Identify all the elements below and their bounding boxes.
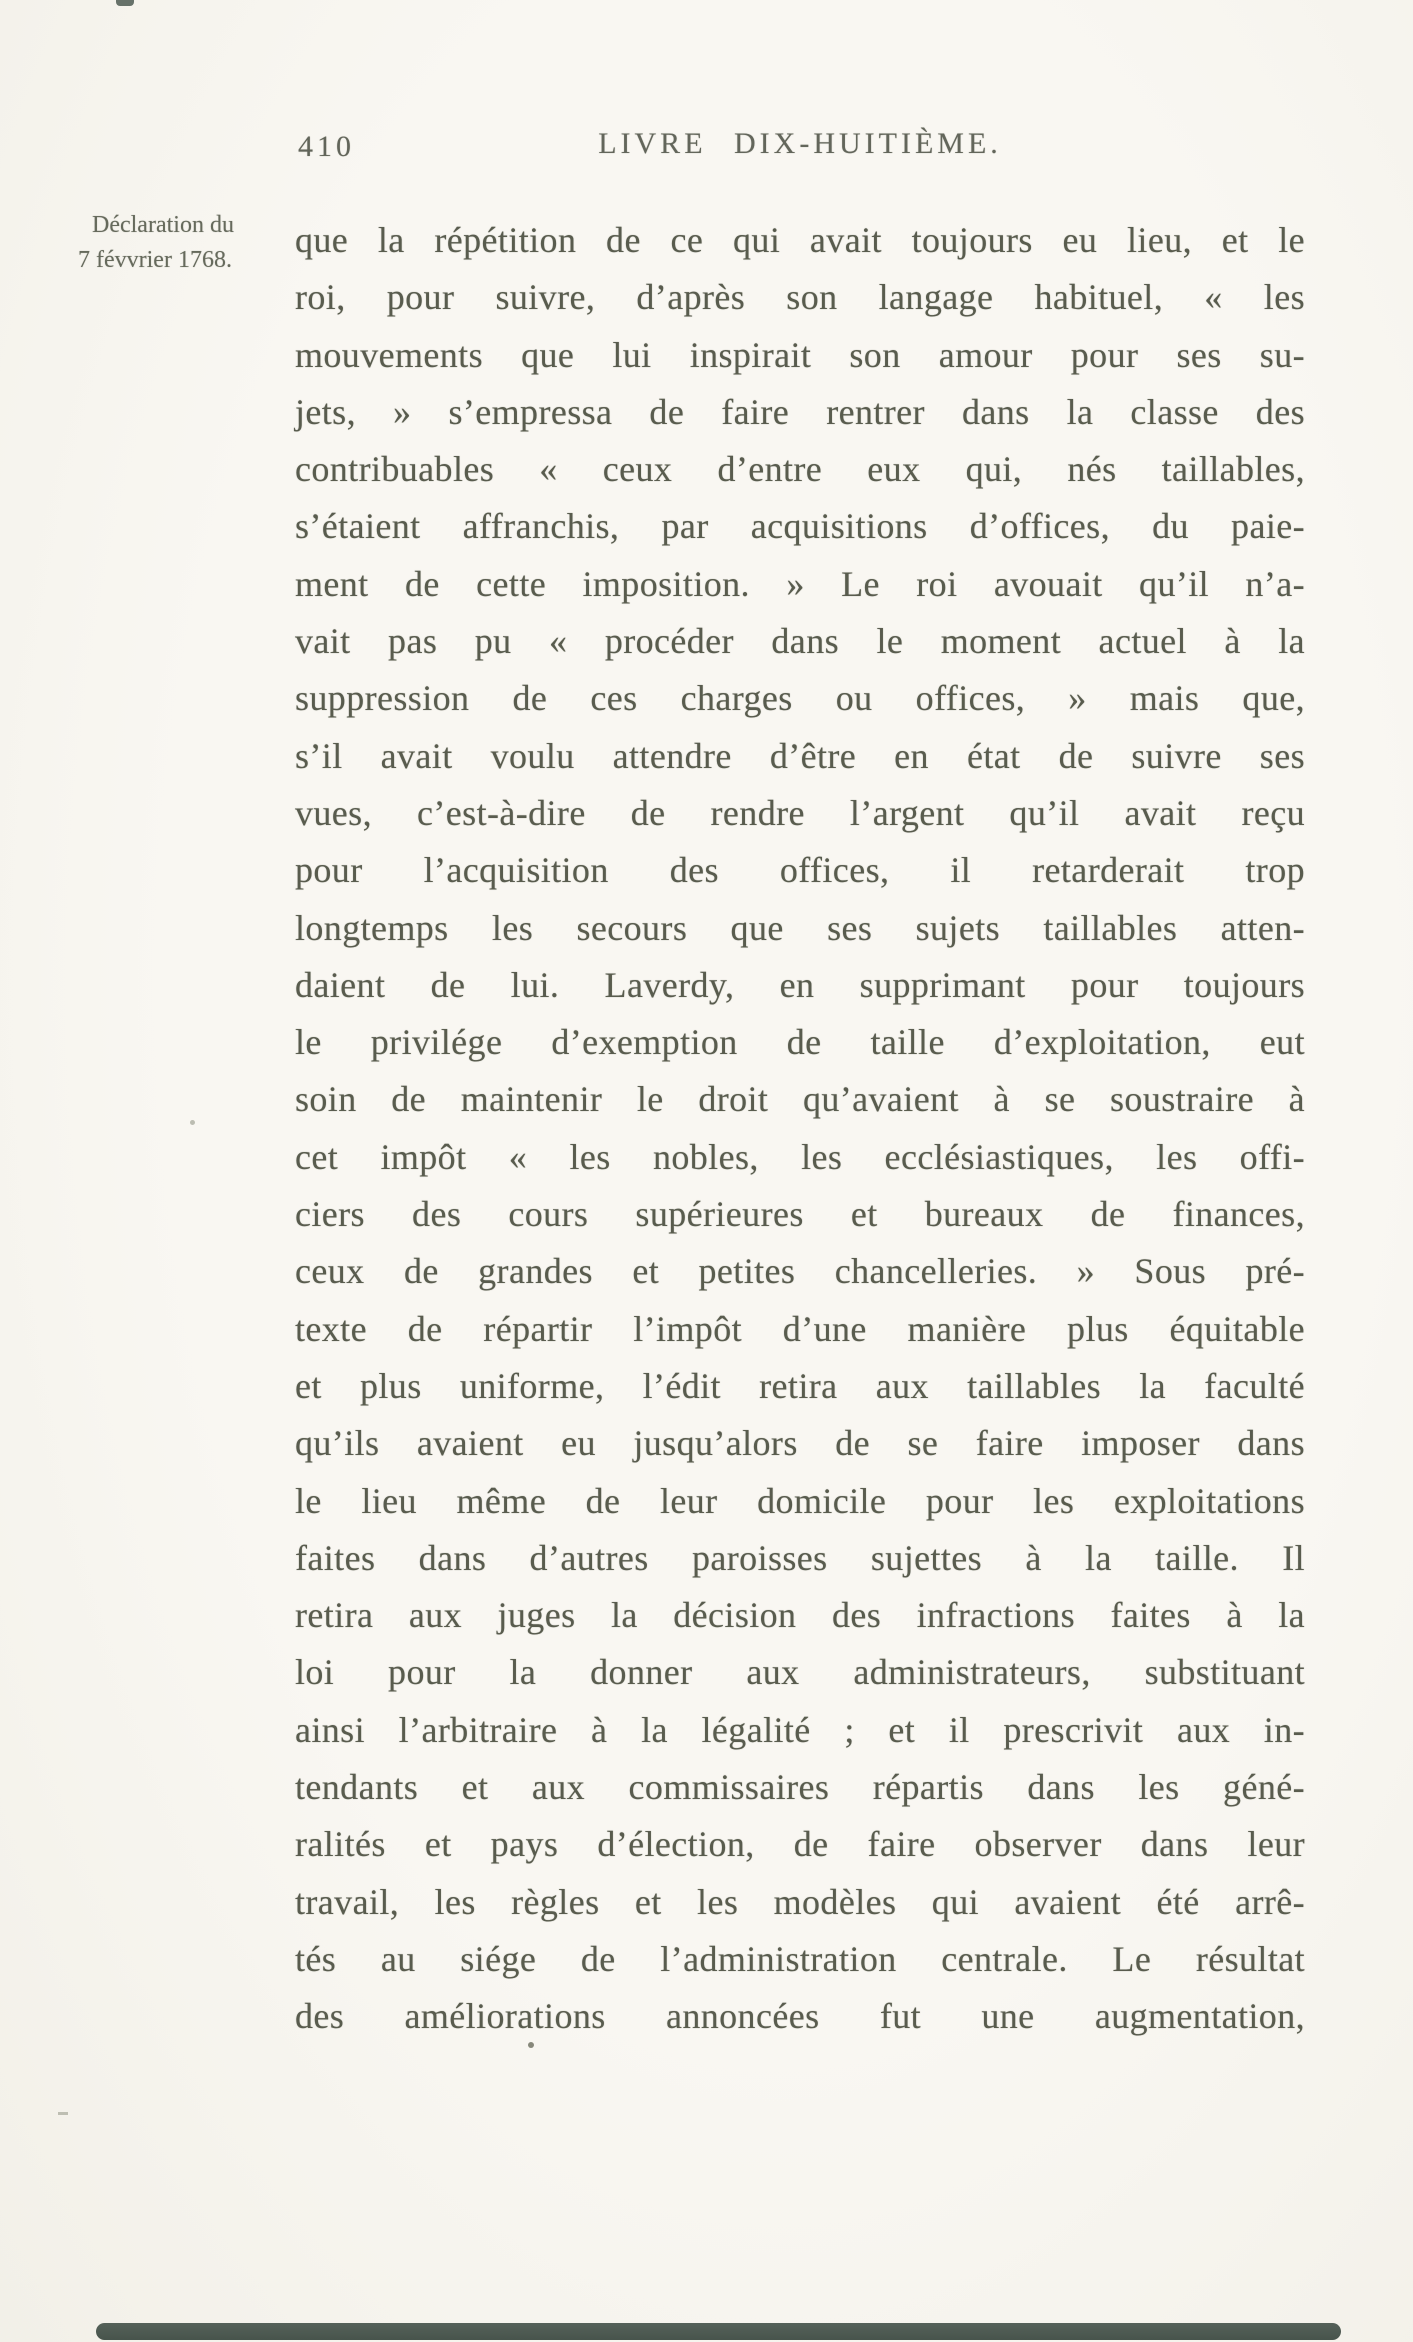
body-line: ralités et pays d’élection, de faire observer dans leur xyxy=(295,1824,1305,1865)
body-line: loi pour la donner aux administrateurs, substituant xyxy=(295,1652,1305,1693)
body-line: faites dans d’autres paroisses sujettes à la taille. Il xyxy=(295,1537,1305,1578)
body-line: des améliorations annoncées fut une augmentation, xyxy=(295,1996,1305,2037)
scan-artifact-dot xyxy=(190,1120,195,1125)
body-line: texte de répartir l’impôt d’une manière plus équitable xyxy=(295,1308,1305,1349)
body-line: s’étaient affranchis, par acquisitions d’offices, du paie- xyxy=(295,506,1305,547)
running-title: LIVRE DIX-HUITIÈME. xyxy=(598,127,1002,160)
margin-note-line: 7 févvrier 1768. xyxy=(78,247,232,273)
body-line: travail, les règles et les modèles qui avaient été arrê- xyxy=(295,1881,1305,1922)
scan-artifact-bottom-strip xyxy=(96,2323,1341,2340)
body-line: que la répétition de ce qui avait toujours eu lieu, et le xyxy=(295,220,1305,260)
body-line: le privilége d’exemption de taille d’exploitation, eut xyxy=(295,1022,1305,1063)
body-line: s’il avait voulu attendre d’être en état de suivre ses xyxy=(295,735,1305,776)
body-line: pour l’acquisition des offices, il retarderait trop xyxy=(295,850,1305,891)
body-line: roi, pour suivre, d’après son langage habituel, « les xyxy=(295,277,1305,318)
body-line: tés au siége de l’administration centrale. Le résultat xyxy=(295,1938,1305,1979)
page-number: 410 xyxy=(298,130,355,163)
body-line: ciers des cours supérieures et bureaux de finances, xyxy=(295,1194,1305,1235)
body-line: le lieu même de leur domicile pour les exploitations xyxy=(295,1480,1305,1521)
body-line: ment de cette imposition. » Le roi avouait qu’il n’a- xyxy=(295,563,1305,604)
body-line: retira aux juges la décision des infractions faites à la xyxy=(295,1595,1305,1636)
body-line: mouvements que lui inspirait son amour pour ses su- xyxy=(295,334,1305,375)
body-line: longtemps les secours que ses sujets taillables atten- xyxy=(295,907,1305,948)
body-line: qu’ils avaient eu jusqu’alors de se faire imposer dans xyxy=(295,1423,1305,1464)
margin-note xyxy=(78,208,278,278)
body-text xyxy=(295,212,1305,2046)
body-line: soin de maintenir le droit qu’avaient à se soustraire à xyxy=(295,1079,1305,1120)
body-line: ceux de grandes et petites chancelleries. » Sous pré- xyxy=(295,1251,1305,1292)
body-line: ainsi l’arbitraire à la légalité ; et il prescrivit aux in- xyxy=(295,1709,1305,1750)
body-line: vait pas pu « procéder dans le moment actuel à la xyxy=(295,621,1305,662)
margin-note-line: Déclaration du xyxy=(92,212,234,238)
body-line: tendants et aux commissaires répartis dans les géné- xyxy=(295,1767,1305,1808)
scan-artifact-top-speck xyxy=(116,0,134,6)
body-line: suppression de ces charges ou offices, » mais que, xyxy=(295,678,1305,719)
body-line: et plus uniforme, l’édit retira aux taillables la faculté xyxy=(295,1365,1305,1406)
body-line: cet impôt « les nobles, les ecclésiastiques, les offi- xyxy=(295,1136,1305,1177)
scan-artifact-dot xyxy=(528,2042,534,2048)
scan-artifact-dash xyxy=(58,2112,68,2115)
body-line: vues, c’est-à-dire de rendre l’argent qu’il avait reçu xyxy=(295,792,1305,833)
body-line: daient de lui. Laverdy, en supprimant pour toujours xyxy=(295,964,1305,1005)
body-line: jets, » s’empressa de faire rentrer dans la classe des xyxy=(295,391,1305,432)
body-line: contribuables « ceux d’entre eux qui, nés taillables, xyxy=(295,449,1305,490)
